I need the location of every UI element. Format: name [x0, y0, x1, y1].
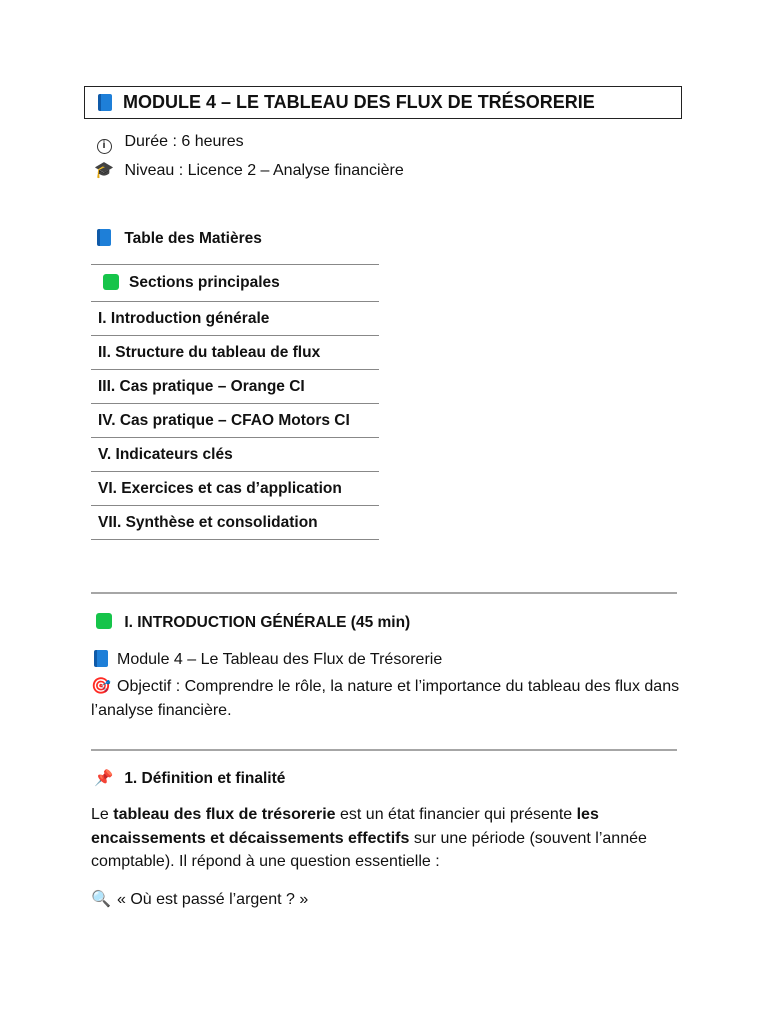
definition-bold-phrase: les encaissements et décaissements effectifs — [91, 806, 599, 847]
duration-text: Durée : 6 heures — [124, 133, 244, 150]
target-icon: 🎯 — [91, 678, 111, 695]
graduation-cap-icon: 🎓 — [94, 162, 114, 179]
level-line — [94, 160, 404, 180]
toc-title-text: Table des Matières — [124, 230, 262, 247]
key-question-text: « Où est passé l’argent ? » — [117, 891, 309, 908]
green-square-icon — [94, 613, 114, 632]
toc-item: I. Introduction générale — [91, 302, 379, 336]
objective-text: Objectif : Comprendre le rôle, la nature et l’importance du tableau des flux dans l’analyse financière. — [91, 678, 680, 719]
pushpin-icon: 📌 — [94, 770, 114, 787]
objective-paragraph — [91, 675, 681, 722]
clock-icon: i — [94, 133, 114, 154]
toc-item: VII. Synthèse et consolidation — [91, 506, 379, 540]
level-text: Niveau : Licence 2 – Analyse financière — [124, 162, 404, 179]
module-line-text: Module 4 – Le Tableau des Flux de Trésorerie — [117, 651, 443, 668]
blue-book-icon — [91, 648, 111, 672]
duration-line — [94, 133, 244, 154]
toc-item: V. Indicateurs clés — [91, 438, 379, 472]
toc-item: IV. Cas pratique – CFAO Motors CI — [91, 404, 379, 438]
toc-item: III. Cas pratique – Orange CI — [91, 370, 379, 404]
magnifier-icon: 🔍 — [91, 891, 111, 908]
module-line — [91, 648, 681, 672]
definition-text-end: sur une période (souvent l’année comptable). Il répond à une question essentielle : — [91, 829, 647, 870]
module-title-text: MODULE 4 – LE TABLEAU DES FLUX DE TRÉSORERIE — [123, 92, 595, 112]
blue-book-icon — [94, 229, 114, 248]
blue-book-icon — [95, 92, 115, 113]
toc-header-text: Sections principales — [129, 274, 280, 291]
green-square-icon — [101, 274, 121, 293]
table-of-contents — [91, 264, 379, 540]
divider — [91, 749, 677, 751]
definition-bold-term: tableau des flux de trésorerie — [113, 806, 336, 823]
subsection-heading — [94, 769, 285, 788]
divider — [91, 592, 677, 594]
section-heading — [94, 613, 410, 632]
toc-title — [94, 229, 262, 248]
subsection-heading-text: 1. Définition et finalité — [124, 770, 286, 787]
key-question — [91, 888, 681, 912]
definition-paragraph — [91, 803, 681, 874]
toc-item: VI. Exercices et cas d’application — [91, 472, 379, 506]
section-heading-text: I. INTRODUCTION GÉNÉRALE (45 min) — [124, 614, 411, 631]
toc-header — [91, 265, 379, 302]
toc-item: II. Structure du tableau de flux — [91, 336, 379, 370]
module-title — [84, 86, 682, 119]
definition-text-start: Le — [91, 806, 114, 823]
definition-text-middle: est un état financier qui présente — [335, 806, 577, 823]
